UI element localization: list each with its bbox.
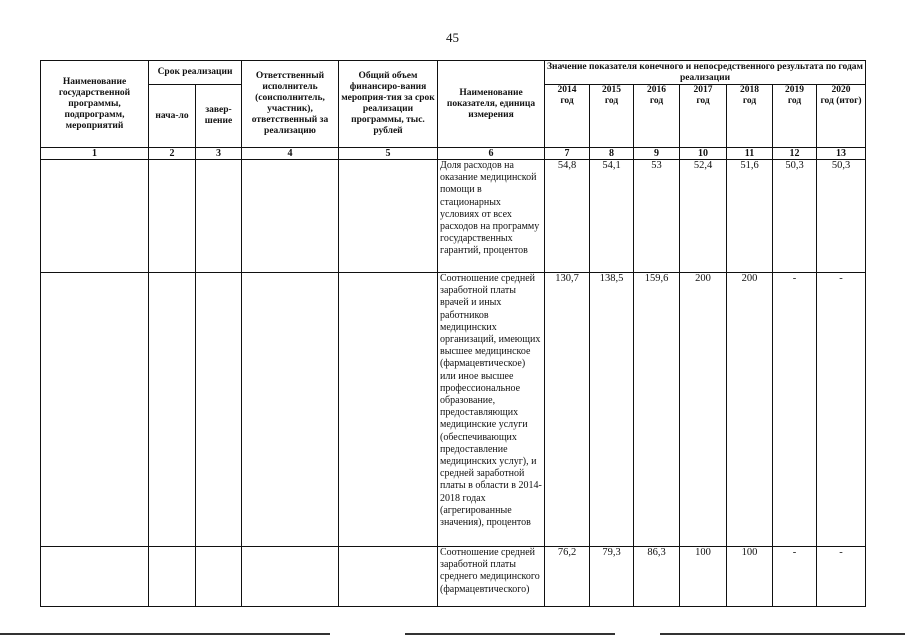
end-cell	[196, 273, 242, 547]
end-cell	[196, 160, 242, 273]
program-cell	[41, 273, 149, 547]
column-number: 4	[242, 148, 339, 160]
column-number: 8	[590, 148, 634, 160]
year-label: 2020	[831, 85, 851, 95]
start-cell	[149, 547, 196, 607]
program-cell	[41, 547, 149, 607]
year-unit: год	[787, 96, 802, 106]
year-label: 2015	[602, 85, 621, 95]
header-term: Срок реализации	[149, 61, 242, 85]
funding-cell	[339, 160, 438, 273]
value-2018: 51,6	[727, 160, 773, 273]
scan-edge-line	[0, 633, 330, 635]
year-label: 2014	[557, 85, 577, 95]
year-label: 2017	[693, 85, 713, 95]
column-number: 6	[438, 148, 545, 160]
indicator-name-cell: Доля расходов на оказание медицинской помощи в стационарных условиях от всех расходов на программу государственных гарантий, процентов	[438, 160, 545, 273]
header-year-2015	[590, 85, 634, 148]
column-number: 12	[773, 148, 817, 160]
header-year-2017	[680, 85, 727, 148]
column-number: 9	[634, 148, 680, 160]
value-2016: 159,6	[634, 273, 680, 547]
value-2020: -	[817, 273, 866, 547]
header-year-2014	[545, 85, 590, 148]
value-2017: 200	[680, 273, 727, 547]
column-number: 5	[339, 148, 438, 160]
indicator-name-cell: Соотношение средней заработной платы среднего медицинского (фармацевтического)	[438, 547, 545, 607]
funding-cell	[339, 273, 438, 547]
scan-edge-line	[405, 633, 615, 635]
column-number: 3	[196, 148, 242, 160]
year-label: 2018	[740, 85, 759, 95]
year-unit: год	[560, 96, 574, 106]
page-number: 45	[446, 30, 459, 45]
end-cell	[196, 547, 242, 607]
header-funding: Общий объем финансиро-вания мероприя-тия за срок реализации программы, тыс. рублей	[339, 61, 438, 148]
value-2016: 53	[634, 160, 680, 273]
funding-cell	[339, 547, 438, 607]
year-unit: год	[696, 96, 710, 106]
indicators-table	[40, 60, 866, 607]
year-unit: год	[742, 96, 757, 106]
value-2017: 100	[680, 547, 727, 607]
value-2019: 50,3	[773, 160, 817, 273]
value-2017: 52,4	[680, 160, 727, 273]
table-row	[41, 160, 866, 273]
table-row	[41, 547, 866, 607]
column-number: 7	[545, 148, 590, 160]
value-2015: 54,1	[590, 160, 634, 273]
value-2020: 50,3	[817, 160, 866, 273]
header-program-name: Наименование государственной программы, подпрограмм, мероприятий	[41, 61, 149, 148]
value-2019: -	[773, 273, 817, 547]
header-year-2020	[817, 85, 866, 148]
start-cell	[149, 160, 196, 273]
value-2019: -	[773, 547, 817, 607]
year-unit: год	[604, 96, 619, 106]
program-cell	[41, 160, 149, 273]
value-2016: 86,3	[634, 547, 680, 607]
header-end: завер-шение	[196, 85, 242, 148]
column-number: 10	[680, 148, 727, 160]
start-cell	[149, 273, 196, 547]
indicator-name-cell: Соотношение средней заработной платы врачей и иных работников медицинских организаций, имеющих высшее медицинское (фармацевтическое) или иное высшее профессиональное образование, предоставляющих медицинские услуги (обеспечивающих предоставление медицинских услуг), и средней заработной платы в области в 2014-2018 годах (агрегированные значения), процентов	[438, 273, 545, 547]
scan-edge-line	[660, 633, 905, 635]
column-number: 2	[149, 148, 196, 160]
value-2014: 76,2	[545, 547, 590, 607]
value-2018: 200	[727, 273, 773, 547]
column-number: 13	[817, 148, 866, 160]
executor-cell	[242, 160, 339, 273]
header-start: нача-ло	[149, 85, 196, 148]
column-number: 11	[727, 148, 773, 160]
value-2015: 138,5	[590, 273, 634, 547]
header-executor: Ответственный исполнитель (соисполнитель, участник), ответственный за реализацию	[242, 61, 339, 148]
year-label: 2019	[785, 85, 804, 95]
header-indicator-name: Наименование показателя, единица измерения	[438, 61, 545, 148]
year-unit: год (итог)	[820, 96, 862, 106]
year-label: 2016	[647, 85, 666, 95]
value-2015: 79,3	[590, 547, 634, 607]
year-unit: год	[649, 96, 664, 106]
table-row	[41, 273, 866, 547]
executor-cell	[242, 273, 339, 547]
header-values-group: Значение показателя конечного и непосредственного результата по годам реализации	[545, 61, 866, 85]
header-year-2018	[727, 85, 773, 148]
executor-cell	[242, 547, 339, 607]
value-2014: 54,8	[545, 160, 590, 273]
header-year-2016	[634, 85, 680, 148]
value-2014: 130,7	[545, 273, 590, 547]
value-2018: 100	[727, 547, 773, 607]
header-year-2019	[773, 85, 817, 148]
column-number: 1	[41, 148, 149, 160]
value-2020: -	[817, 547, 866, 607]
